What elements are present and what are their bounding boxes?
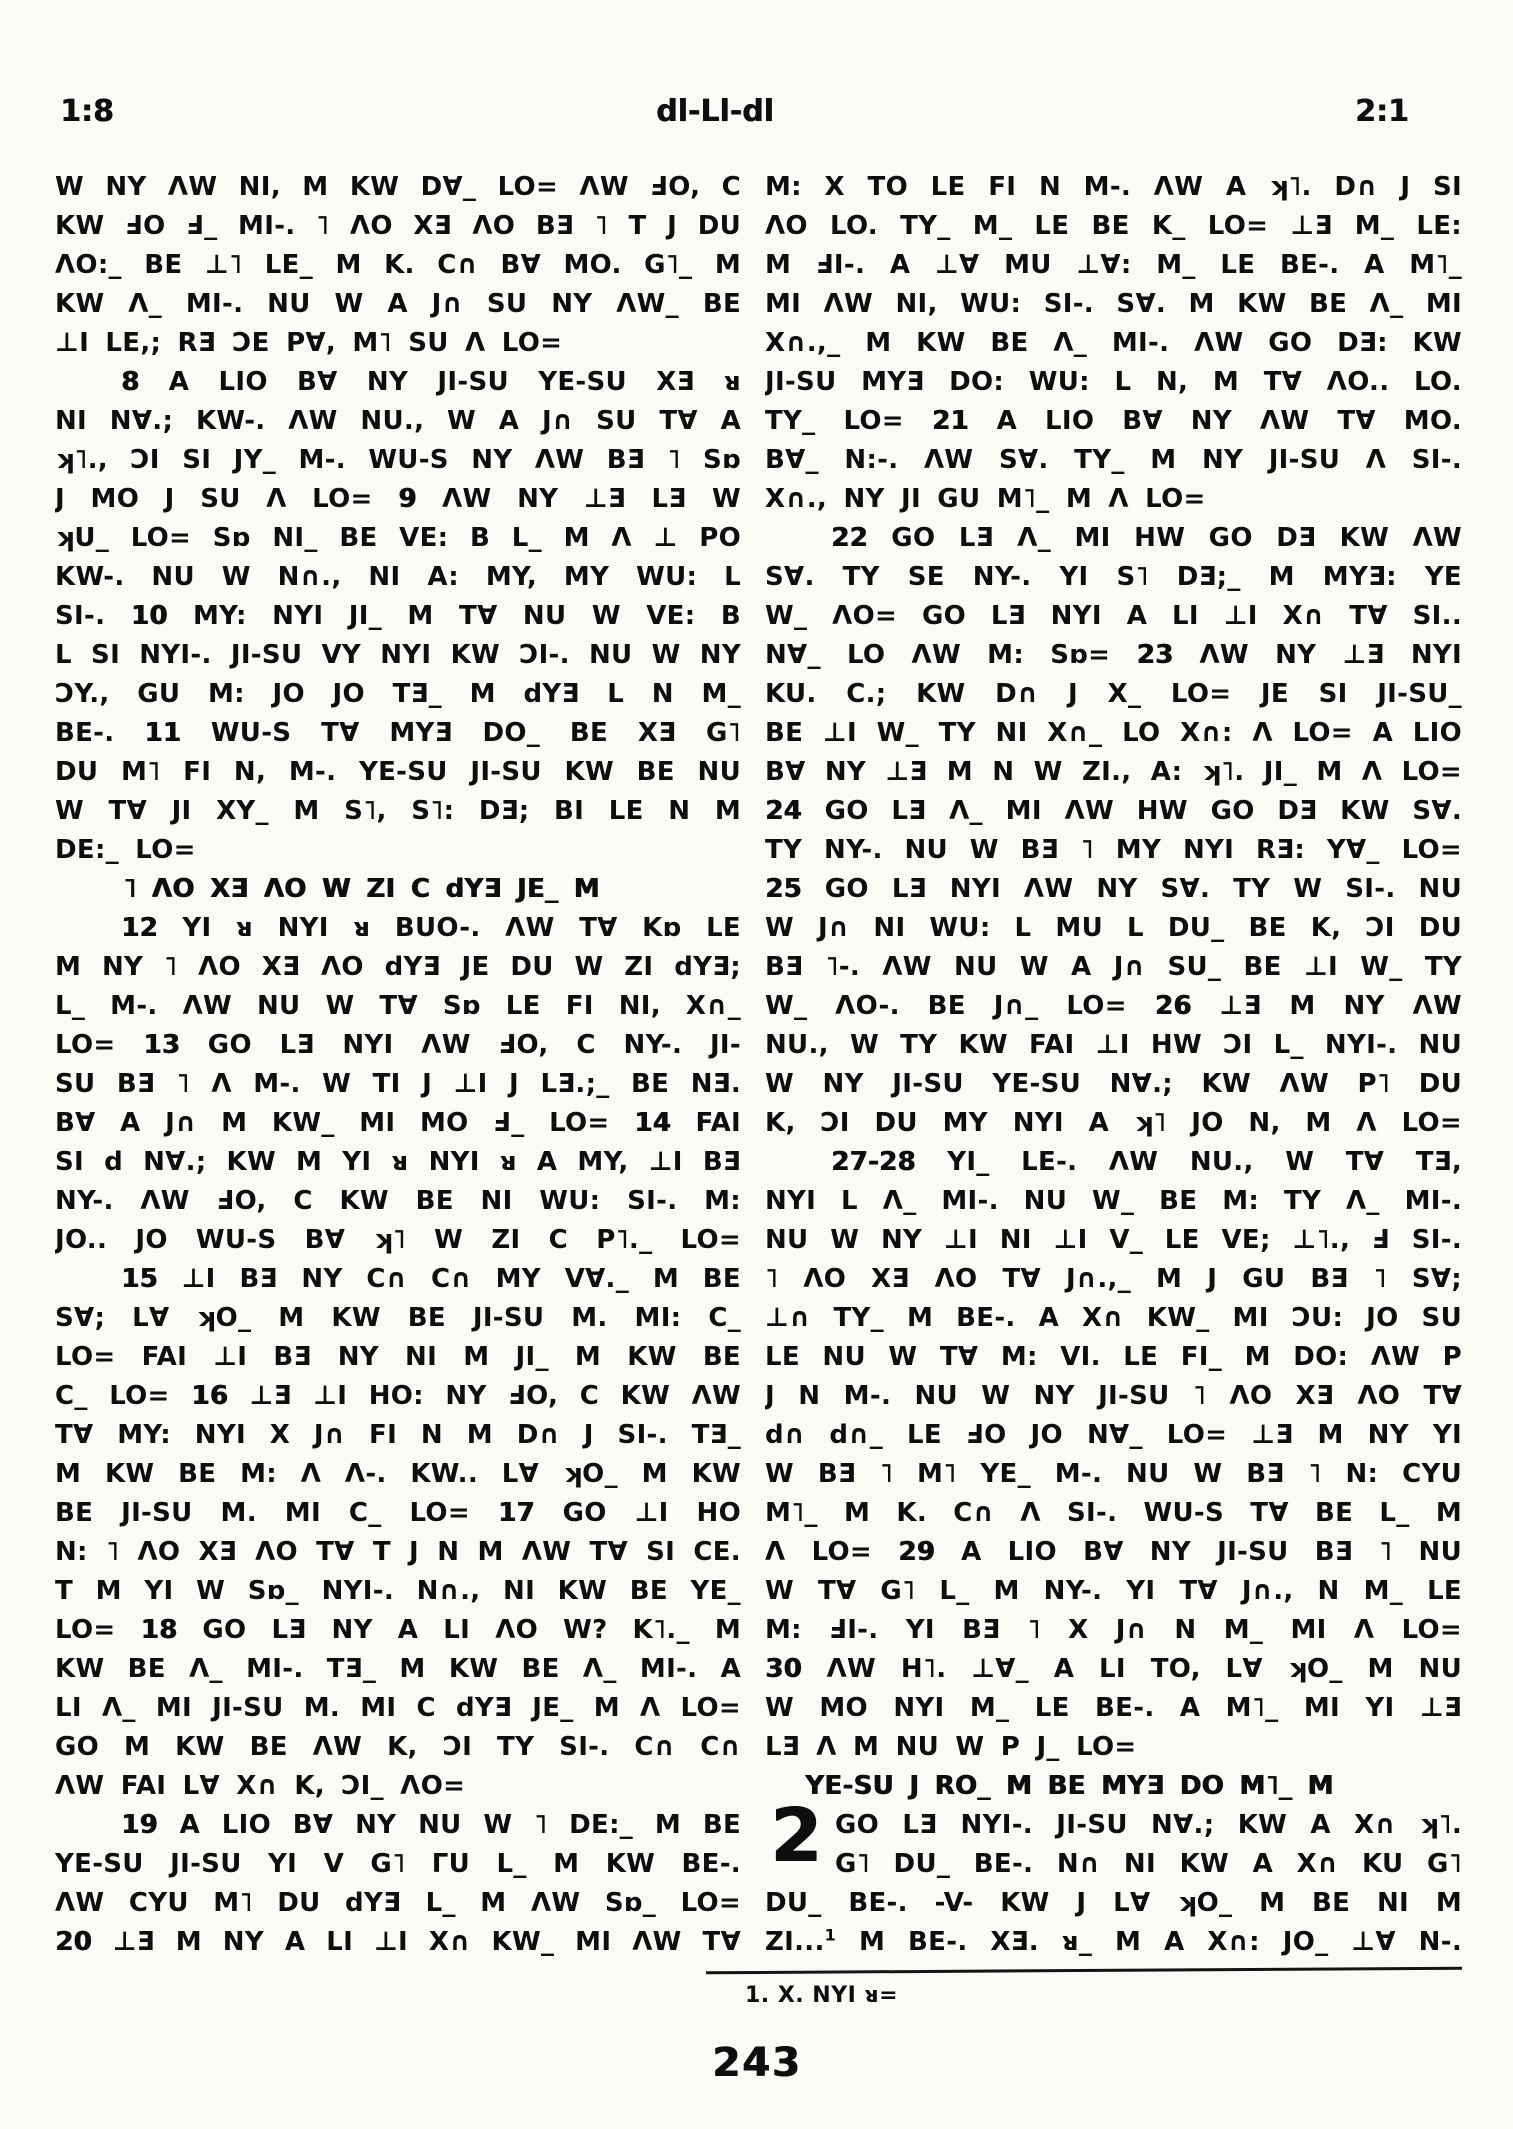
text-line — [765, 831, 1462, 870]
text-run: YI ᴚ NYI ᴚ BUO-. ΛW T∀ Kɒ LE — [157, 913, 741, 943]
text-line — [765, 792, 1462, 831]
text-run: BE-. — [55, 718, 145, 748]
text-line — [55, 441, 741, 480]
text-run: M: ℲI-. YI BƎ ˥ X J∩ N M_ MI Λ LO= — [765, 1615, 1462, 1645]
section-heading — [55, 870, 741, 909]
text-line — [765, 246, 1462, 285]
footnote-reference: 1 — [824, 1925, 837, 1945]
text-line — [765, 714, 1462, 753]
verse-number: 20 — [55, 1927, 92, 1957]
text-run: NYI L Λ_ MI-. NU W_ BE M: TY Λ_ MI-. — [765, 1186, 1462, 1216]
text-run: C_ LO= — [55, 1381, 192, 1411]
text-run: KU. C.; KW D∩ J X_ LO= JE SI JI-SU_ — [765, 679, 1462, 709]
text-run: GO M KW BE ΛW K, ƆI TY SI-. C∩ C∩ — [55, 1732, 741, 1762]
text-line — [765, 1416, 1462, 1455]
text-run: GO ⊥I HO — [534, 1498, 741, 1528]
text-run: KW Λ_ MI-. NU W A J∩ SU NY ΛW_ BE — [55, 289, 741, 319]
verse-number: 22 — [831, 523, 868, 553]
text-line — [55, 480, 741, 519]
text-run: KW-. NU W N∩., NI A: MY, MY WU: L — [55, 562, 741, 592]
text-line — [55, 1143, 741, 1182]
text-run: N: ˥ ΛO XƎ ΛO T∀ T J N M ΛW T∀ SI CE. — [55, 1537, 741, 1567]
text-run: DU_ BE-. -V- KW J L∀ ʞO_ M BE NI M — [765, 1888, 1462, 1918]
text-line — [765, 1182, 1462, 1221]
text-run: ⊥I BƎ NY C∩ C∩ MY V∀._ M BE — [157, 1264, 741, 1294]
text-run: DE:_ LO= — [55, 835, 196, 865]
text-line — [55, 1806, 741, 1845]
header-verse-ref-right: 2:1 — [1355, 94, 1409, 129]
text-line — [55, 1260, 741, 1299]
text-run: ΛO LO. TY_ M_ LE BE K_ LO= ⊥Ǝ M_ LE: — [765, 211, 1462, 241]
text-run: W MO NYI M_ LE BE-. A M˥_ MI YI ⊥Ǝ — [765, 1693, 1462, 1723]
text-run: M KW BE M: Λ Λ-. KW.. L∀ ʞO_ M KW — [55, 1459, 741, 1489]
text-line — [765, 324, 1462, 363]
text-run: ⊥I LE,; RƎ ƆE P∀, M˥ SU Λ LO= — [55, 328, 563, 358]
text-column-left — [55, 168, 741, 1962]
text-run: ˥ ΛO XƎ ΛO T∀ J∩.,_ M J GU BƎ ˥ S∀; — [765, 1264, 1462, 1294]
text-run: B∀ NY ⊥Ǝ M N W ZI., A: ʞ˥. JI_ M Λ LO= — [765, 757, 1462, 787]
text-line — [55, 1728, 741, 1767]
text-run: JI-SU MYƎ DO: WU: L N, M T∀ ΛO.. LO. — [765, 367, 1462, 397]
text-run: SI-. — [55, 601, 131, 631]
text-line — [55, 714, 741, 753]
text-line — [55, 168, 741, 207]
text-line — [55, 792, 741, 831]
text-run: T M YI W Sɒ_ NYI-. N∩., NI KW BE YE_ — [55, 1576, 741, 1606]
verse-number: 17 — [497, 1498, 535, 1528]
text-line — [765, 1260, 1462, 1299]
text-line — [765, 753, 1462, 792]
text-run: W T∀ G˥ L_ M NY-. YI T∀ J∩., N M_ LE — [765, 1576, 1462, 1606]
text-line — [765, 1455, 1462, 1494]
text-line — [765, 1923, 1462, 1962]
text-line — [55, 1377, 741, 1416]
text-run: LE NU W T∀ M: VI. LE FI_ M DO: ΛW P — [765, 1342, 1462, 1372]
text-line — [55, 1494, 741, 1533]
text-run: ˥ ΛO XƎ ΛO W ZI C dYƎ JE_ M — [123, 874, 600, 904]
text-line — [765, 1494, 1462, 1533]
text-run: LO= — [55, 1030, 144, 1060]
text-line — [55, 753, 741, 792]
text-line — [765, 1026, 1462, 1065]
text-run: A LIO B∀ NY NU W ˥ DE:_ M BE — [157, 1810, 741, 1840]
text-line — [765, 948, 1462, 987]
text-run: W T∀ JI XY_ M S˥, S˥: DƎ; BI LE N M — [55, 796, 741, 826]
text-run: NY-. ΛW ℲO, C KW BE NI WU: SI-. M: — [55, 1186, 741, 1216]
text-line — [55, 1923, 741, 1962]
text-line — [55, 363, 741, 402]
text-run: YI_ LE-. ΛW NU., W T∀ TƎ, — [915, 1147, 1462, 1177]
text-line — [765, 1611, 1462, 1650]
text-run: JO.. JO WU-S B∀ ʞ˥ W ZI C P˥._ LO= — [55, 1225, 741, 1255]
text-run: ΛW FAI L∀ X∩ K, ƆI_ ΛO= — [55, 1771, 466, 1801]
text-run: ΛW NY ⊥Ǝ LƎ W — [416, 484, 741, 514]
text-run: G˥ DU_ BE-. N∩ NI KW A X∩ KU G˥ — [835, 1849, 1462, 1879]
text-run: GO LƎ NYI ΛW ℲO, C NY-. JI- — [180, 1030, 741, 1060]
text-line — [765, 909, 1462, 948]
text-line — [55, 1338, 741, 1377]
text-run: S∀; L∀ ʞO_ M KW BE JI-SU M. MI: C_ — [55, 1303, 741, 1333]
text-run: DU M˥ FI N, M-. YE-SU JI-SU KW BE NU — [55, 757, 741, 787]
text-run: SU BƎ ˥ Λ M-. W TI J ⊥I J LƎ.;_ BE NƎ. — [55, 1069, 741, 1099]
text-line — [765, 1689, 1462, 1728]
text-line — [55, 636, 741, 675]
text-line — [55, 207, 741, 246]
text-line — [765, 675, 1462, 714]
verse-number: 12 — [121, 913, 158, 943]
text-run: YE-SU JI-SU YI V G˥ ΓU L_ M KW BE-. — [55, 1849, 741, 1879]
text-line — [765, 1338, 1462, 1377]
text-line — [55, 675, 741, 714]
text-line — [55, 1221, 741, 1260]
verse-number: 23 — [1136, 640, 1174, 670]
text-run: GO LƎ NYI ΛW NY S∀. TY W SI-. NU — [801, 874, 1462, 904]
text-line — [765, 519, 1462, 558]
text-run: W NY ΛW NI, M KW D∀_ LO= ΛW ℲO, C — [55, 172, 741, 202]
text-line — [765, 597, 1462, 636]
text-run: BƎ ˥-. ΛW NU W A J∩ SU_ BE ⊥I W_ TY — [765, 952, 1462, 982]
text-run: LI Λ_ MI JI-SU M. MI C dYƎ JE_ M Λ LO= — [55, 1693, 741, 1723]
text-line — [765, 1728, 1462, 1767]
text-line — [55, 987, 741, 1026]
text-run: YE-SU J RO_ M BE MYƎ DO M˥_ M — [805, 1771, 1334, 1801]
footnote-text: 1. X. NYI ᴚ= — [745, 1983, 899, 2008]
text-run: d∩ d∩_ LE ℲO JO N∀_ LO= ⊥Ǝ M NY YI — [765, 1420, 1462, 1450]
text-run: NU., W TY KW FAI ⊥I HW ƆI L_ NYI-. NU — [765, 1030, 1462, 1060]
text-run: ⊥Ǝ M NY ΛW — [1191, 991, 1462, 1021]
text-run: GO LƎ Λ_ MI ΛW HW GO DƎ KW S∀. — [801, 796, 1462, 826]
text-line — [55, 1026, 741, 1065]
text-line — [55, 597, 741, 636]
text-run: ƆY., GU M: JO JO TƎ_ M dYƎ L N M_ — [55, 679, 741, 709]
verse-number: 24 — [765, 796, 802, 826]
verse-number: 25 — [765, 874, 802, 904]
text-run: N∀_ LO ΛW M: Sɒ= — [765, 640, 1137, 670]
text-line — [765, 870, 1462, 909]
text-run: M ℲI-. A ⊥∀ MU ⊥∀: M_ LE BE-. A M˥_ — [765, 250, 1462, 280]
text-line — [765, 1806, 1462, 1845]
text-line — [55, 1104, 741, 1143]
text-line — [765, 1299, 1462, 1338]
text-line — [55, 948, 741, 987]
text-line — [765, 1143, 1462, 1182]
text-line — [55, 246, 741, 285]
text-run: J N M-. NU W NY JI-SU ˥ ΛO XƎ ΛO T∀ — [765, 1381, 1462, 1411]
verse-number: 9 — [398, 484, 417, 514]
text-line — [765, 285, 1462, 324]
header-verse-ref-left: 1:8 — [60, 94, 114, 129]
verse-number: 19 — [121, 1810, 158, 1840]
verse-number: 18 — [140, 1615, 178, 1645]
text-line — [55, 324, 741, 363]
text-line — [55, 1299, 741, 1338]
text-run: M NY ˥ ΛO XƎ ΛO dYƎ JE DU W ZI dYƎ; — [55, 952, 741, 982]
text-run: GO LƎ Λ_ MI HW GO DƎ KW ΛW — [867, 523, 1462, 553]
text-line — [55, 285, 741, 324]
text-line — [55, 1884, 741, 1923]
section-heading — [765, 1767, 1462, 1806]
text-line — [765, 1221, 1462, 1260]
text-line — [55, 402, 741, 441]
text-run: A LIO B∀ NY JI-SU BƎ ˥ NU — [934, 1537, 1462, 1567]
verse-number: 10 — [130, 601, 168, 631]
text-run: NI N∀.; KW-. ΛW NU., W A J∩ SU T∀ A — [55, 406, 741, 436]
page-number: 243 — [712, 2040, 802, 2086]
text-run: J MO J SU Λ LO= — [55, 484, 399, 514]
text-line — [765, 636, 1462, 675]
text-run: W_ ΛO= GO LƎ NYI A LI ⊥I X∩ T∀ SI.. — [765, 601, 1462, 631]
text-run: ⊥Ǝ ⊥I HO: NY ℲO, C KW ΛW — [227, 1381, 741, 1411]
text-line — [55, 1845, 741, 1884]
text-line — [55, 1611, 741, 1650]
text-line — [55, 1455, 741, 1494]
text-line — [765, 1650, 1462, 1689]
text-run: W BƎ ˥ M˥ YE_ M-. NU W BƎ ˥ N: CYU — [765, 1459, 1462, 1489]
verse-number: 26 — [1154, 991, 1192, 1021]
text-run: KW ℲO Ⅎ_ MI-. ˥ ΛO XƎ ΛO BƎ ˥ T J DU — [55, 211, 741, 241]
text-line — [55, 1572, 741, 1611]
text-run: ʞU_ LO= Sɒ NI_ BE VE: B L_ M Λ ⊥ PO — [55, 523, 741, 553]
verse-number: 15 — [121, 1264, 158, 1294]
text-line — [765, 558, 1462, 597]
verse-number: 27-28 — [831, 1147, 916, 1177]
text-run: ΛO:_ BE ⊥˥ LE_ M K. C∩ B∀ MO. G˥_ M — [55, 250, 741, 280]
text-run: ZI... — [765, 1927, 825, 1957]
text-line — [765, 168, 1462, 207]
text-run: GO LƎ NYI-. JI-SU N∀.; KW A X∩ ʞ˥. — [835, 1810, 1462, 1840]
text-column-right — [765, 168, 1462, 1962]
text-line — [765, 1572, 1462, 1611]
verse-number: 13 — [143, 1030, 181, 1060]
text-line — [55, 909, 741, 948]
header-book-title: dl-Ll-dl — [656, 94, 774, 129]
text-run: KW BE Λ_ MI-. TƎ_ M KW BE Λ_ MI-. A — [55, 1654, 741, 1684]
footnote-divider — [706, 1967, 1462, 1975]
verse-number: 16 — [191, 1381, 228, 1411]
text-line — [765, 1377, 1462, 1416]
text-line — [765, 1065, 1462, 1104]
text-line — [765, 1845, 1462, 1884]
text-run: MY: NYI JI_ M T∀ NU W VE: B — [167, 601, 741, 631]
text-run: B∀ A J∩ M KW_ MI MO Ⅎ_ LO= — [55, 1108, 635, 1138]
text-line — [55, 1767, 741, 1806]
text-run: FAI — [670, 1108, 741, 1138]
text-line — [765, 207, 1462, 246]
text-run: L SI NYI-. JI-SU VY NYI KW ƆI-. NU W NY — [55, 640, 741, 670]
text-run: GO LƎ NY A LI ΛO W? K˥._ M — [177, 1615, 741, 1645]
text-run: W NY JI-SU YE-SU N∀.; KW ΛW P˥ DU — [765, 1069, 1462, 1099]
text-line — [765, 1884, 1462, 1923]
text-run: ⊥∩ TY_ M BE-. A X∩ KW_ MI ƆU: JO SU — [765, 1303, 1462, 1333]
text-line — [55, 1650, 741, 1689]
text-run: M˥_ M K. C∩ Λ SI-. WU-S T∀ BE L_ M — [765, 1498, 1462, 1528]
text-run: BE JI-SU M. MI C_ LO= — [55, 1498, 498, 1528]
text-run: A LIO B∀ NY ΛW T∀ MO. — [968, 406, 1462, 436]
text-line — [765, 1533, 1462, 1572]
text-line — [55, 1689, 741, 1728]
text-line — [765, 987, 1462, 1026]
text-run: Λ LO= — [765, 1537, 899, 1567]
text-run: S∀. TY SE NY-. YI S˥ DƎ;_ M MYƎ: YE — [765, 562, 1462, 592]
text-run: LO= FAI ⊥I BƎ NY NI M JI_ M KW BE — [55, 1342, 741, 1372]
text-line — [765, 363, 1462, 402]
text-run: ⊥Ǝ M NY A LI ⊥I X∩ KW_ MI ΛW T∀ — [91, 1927, 741, 1957]
text-run: TY_ LO= — [765, 406, 932, 436]
text-run: K, ƆI DU MY NYI A ʞ˥ JO N, M Λ LO= — [765, 1108, 1462, 1138]
text-line — [55, 558, 741, 597]
text-run: TY NY-. NU W BƎ ˥ MY NYI RƎ: Y∀_ LO= — [765, 835, 1462, 865]
text-run: MI ΛW NI, WU: SI-. S∀. M KW BE Λ_ MI — [765, 289, 1462, 319]
text-line — [55, 1416, 741, 1455]
text-line — [55, 519, 741, 558]
verse-number: 29 — [898, 1537, 935, 1567]
text-run: W J∩ NI WU: L MU L DU_ BE K, ƆI DU — [765, 913, 1462, 943]
text-line — [55, 831, 741, 870]
text-run: X∩.,_ M KW BE Λ_ MI-. ΛW GO DƎ: KW — [765, 328, 1462, 358]
text-run: ʞ˥., ƆI SI JY_ M-. WU-S NY ΛW BƎ ˥ Sɒ — [55, 445, 741, 475]
text-run: M: X TO LE FI N M-. ΛW A ʞ˥. D∩ J SI — [765, 172, 1462, 202]
chapter-number: 2 — [770, 1793, 822, 1879]
text-run: W_ ΛO-. BE J∩_ LO= — [765, 991, 1155, 1021]
text-run: L_ M-. ΛW NU W T∀ Sɒ LE FI NI, X∩_ — [55, 991, 741, 1021]
text-line — [765, 480, 1462, 519]
text-run: LO= — [55, 1615, 141, 1645]
text-line — [55, 1065, 741, 1104]
text-run: B∀_ N:-. ΛW S∀. TY_ M NY JI-SU Λ SI-. — [765, 445, 1462, 475]
text-run: WU-S T∀ MYƎ DO_ BE XƎ G˥ — [181, 718, 741, 748]
text-run: BE ⊥I W_ TY NI X∩_ LO X∩: Λ LO= A LIO — [765, 718, 1462, 748]
text-run: M BE-. XƎ. ᴚ_ M A X∩: JO_ ⊥∀ N-. — [836, 1927, 1462, 1957]
verse-number: 30 — [765, 1654, 802, 1684]
text-line — [765, 1104, 1462, 1143]
text-run: T∀ MY: NYI X J∩ FI N M D∩ J SI-. TƎ_ — [55, 1420, 741, 1450]
text-line — [765, 441, 1462, 480]
verse-number: 21 — [931, 406, 969, 436]
text-run: ΛW NY ⊥Ǝ NYI — [1173, 640, 1462, 670]
text-run: ΛW CYU M˥ DU dYƎ L_ M ΛW Sɒ_ LO= — [55, 1888, 741, 1918]
verse-number: 8 — [121, 367, 140, 397]
verse-number: 14 — [634, 1108, 671, 1138]
text-line — [765, 402, 1462, 441]
text-line — [55, 1182, 741, 1221]
text-run: X∩., NY JI GU M˥_ M Λ LO= — [765, 484, 1206, 514]
text-run: SI d N∀.; KW M YI ᴚ NYI ᴚ A MY, ⊥I BƎ — [55, 1147, 741, 1177]
text-line — [55, 1533, 741, 1572]
text-run: NU W NY ⊥I NI ⊥I V_ LE VE; ⊥˥., Ⅎ SI-. — [765, 1225, 1462, 1255]
text-run: ΛW H˥. ⊥∀_ A LI TO, L∀ ʞO_ M NU — [801, 1654, 1462, 1684]
verse-number: 11 — [144, 718, 182, 748]
text-run: LƎ Λ M NU W P J_ LO= — [765, 1732, 1137, 1762]
text-run: A LIO B∀ NY JI-SU YE-SU XƎ ᴚ — [139, 367, 741, 397]
